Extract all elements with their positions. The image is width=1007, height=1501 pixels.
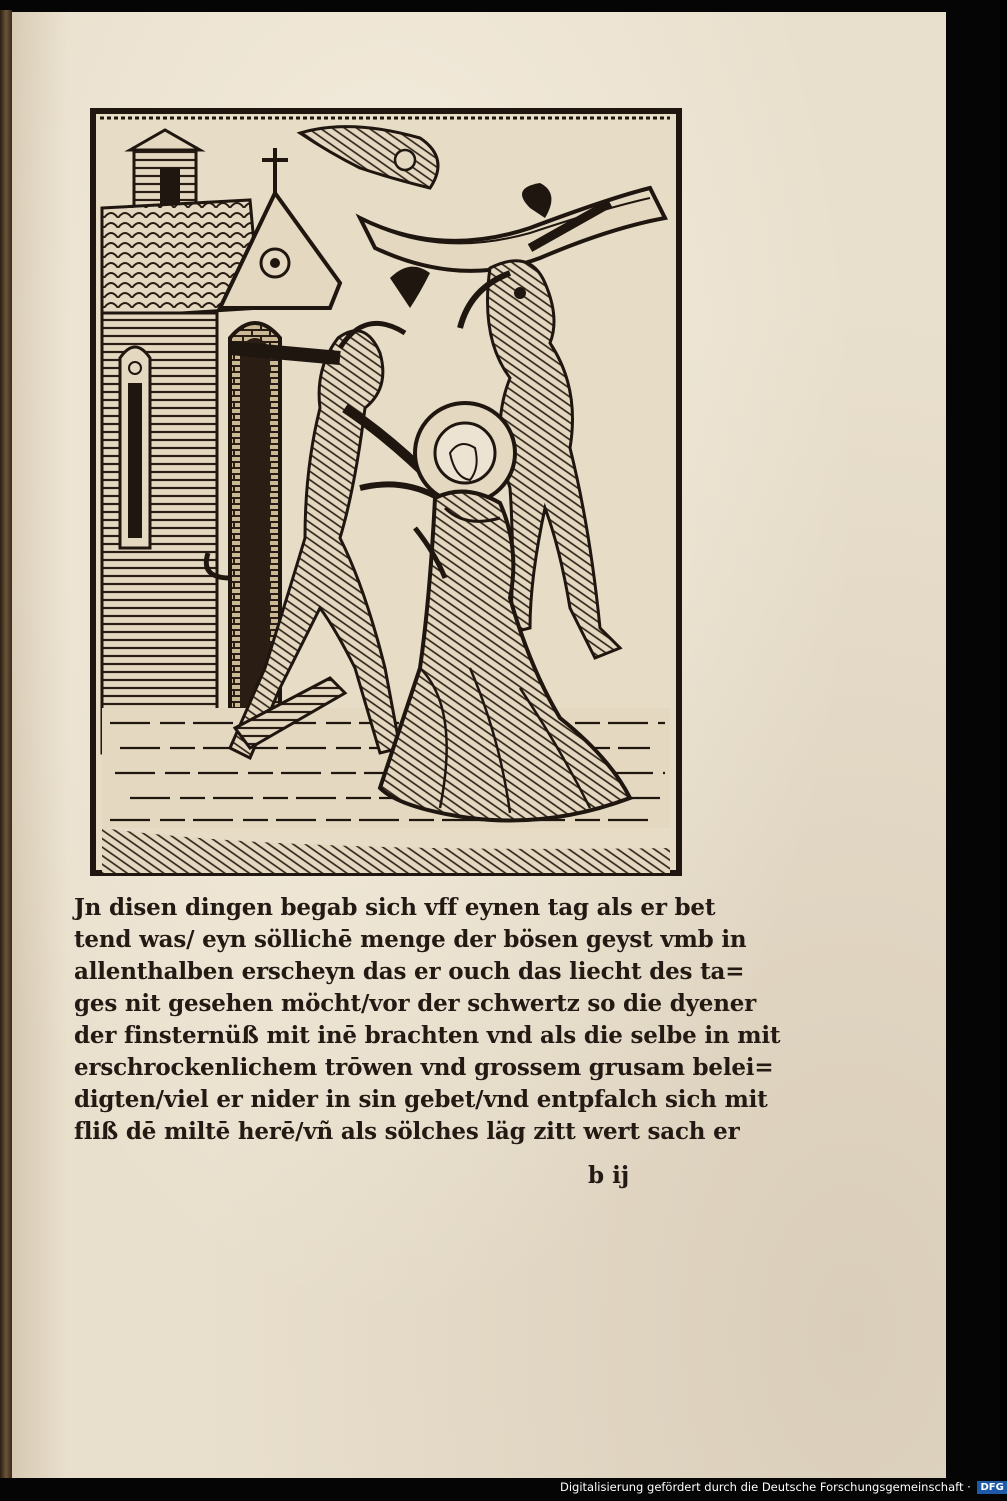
footer-credit	[560, 1480, 1004, 1498]
book-edge	[0, 10, 12, 1478]
text-line: tend was/ eyn söllichē menge der bösen geyst vmb in	[74, 926, 747, 953]
dfg-logo-icon: DFG	[977, 1481, 1006, 1494]
text-line: digten/viel er nider in sin gebet/vnd entpfalch sich mit	[74, 1086, 768, 1113]
text-line: fliß dē miltē herē/vñ als sölches läg zitt wert sach er	[74, 1118, 740, 1145]
text-block	[74, 892, 781, 1148]
woodcut-illustration	[90, 108, 682, 876]
text-line: der finsternüß mit inē brachten vnd als die selbe in mit	[74, 1022, 781, 1049]
text-line: allenthalben erscheyn das er ouch das liecht des ta=	[74, 958, 745, 985]
text-line: ges nit gesehen möcht/vor der schwertz so die dyener	[74, 990, 757, 1017]
footer-text: Digitalisierung gefördert durch die Deutsche Forschungsgemeinschaft ·	[560, 1480, 971, 1494]
book-page	[12, 12, 946, 1478]
text-line: erschrockenlichem trōwen vnd grossem grusam belei=	[74, 1054, 774, 1081]
signature-mark: b ij	[588, 1162, 630, 1189]
text-line: Jn disen dingen begab sich vff eynen tag als er bet	[74, 894, 716, 921]
